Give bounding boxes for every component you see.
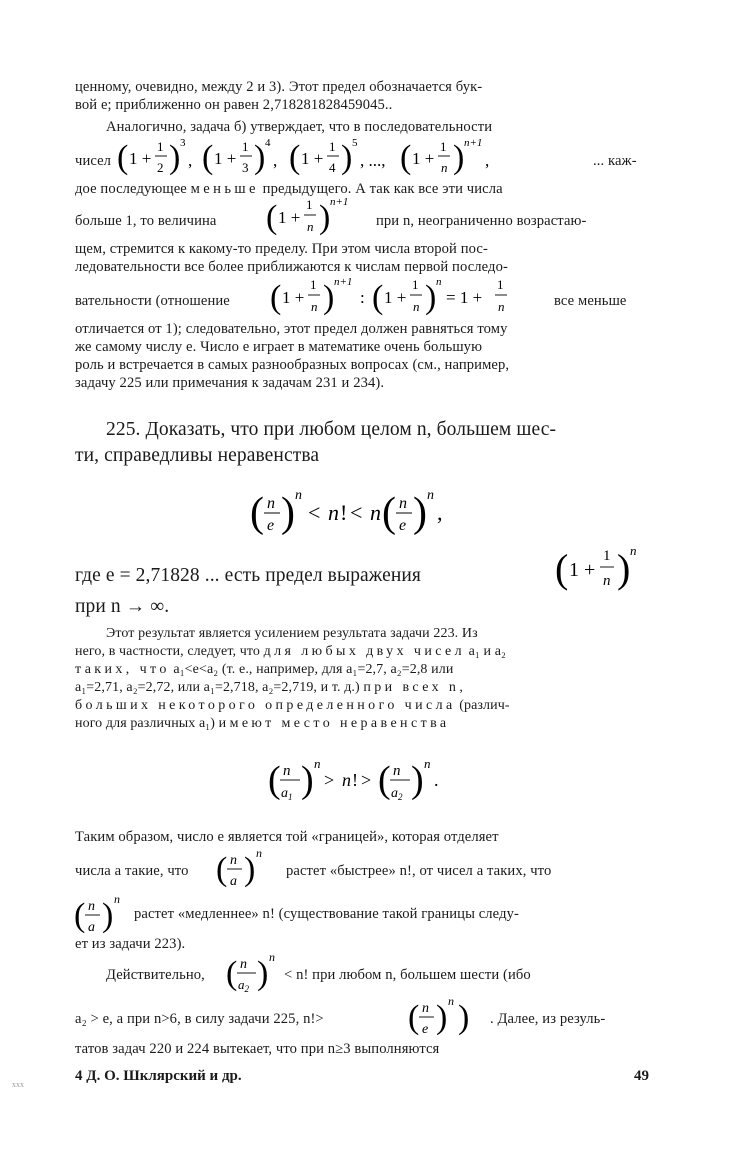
svg-text:n: n: [393, 763, 401, 779]
svg-text:1 +: 1 +: [278, 208, 301, 227]
svg-text:(: (: [408, 999, 420, 1036]
svg-text:!: !: [352, 770, 358, 790]
svg-text:a2: $a_2$: [391, 786, 403, 802]
svg-text:1 +: 1 +: [412, 149, 435, 168]
text-line: дое последующее меньше предыдущего. А так как все эти числа: [75, 181, 503, 197]
limit-expression: [555, 540, 665, 596]
text-line: числа a такие, что: [75, 863, 189, 879]
svg-text:1 +: 1 +: [282, 288, 305, 307]
svg-text:(: (: [266, 199, 278, 236]
svg-text:(: (: [555, 546, 569, 591]
svg-text:): ): [425, 279, 437, 316]
svg-text:1: 1: [412, 277, 419, 292]
svg-text:1 +: 1 +: [214, 149, 237, 168]
svg-text:a2: $a_2$: [238, 977, 249, 994]
problem-title: 225. Доказать, что при любом целом n, большем шес-: [106, 419, 557, 440]
svg-text:n: n: [311, 299, 318, 314]
svg-text:3: 3: [180, 137, 186, 149]
svg-text:1: 1: [497, 277, 504, 292]
svg-text:e: e: [267, 517, 275, 534]
text-line: все меньше: [554, 293, 627, 309]
svg-text:!: !: [340, 500, 348, 525]
svg-text:2: 2: [157, 160, 164, 175]
svg-text:e: e: [399, 517, 407, 534]
text-line: Аналогично, задача б) утверждает, что в последовательности: [106, 119, 493, 135]
svg-text:(: (: [382, 490, 396, 536]
svg-text:n: n: [424, 756, 431, 771]
problem-title-cont: ти, справедливы неравенства: [75, 445, 320, 466]
text-line: ного для различных a₁) имеют место неравенства: [75, 716, 450, 731]
svg-text:1: 1: [310, 277, 317, 292]
svg-text:<: <: [308, 500, 321, 525]
text-line: . Далее, из резуль-: [490, 1011, 606, 1027]
svg-text:4: 4: [265, 137, 271, 149]
svg-text:n: n: [269, 950, 275, 964]
svg-text:): ): [254, 139, 266, 176]
svg-text:1 +: 1 +: [129, 149, 152, 168]
svg-text:n: n: [630, 543, 637, 558]
svg-text:(: (: [289, 139, 301, 176]
text-line: роль и встречается в самых разнообразных вопросах (см., например,: [75, 357, 510, 373]
svg-text:(: (: [74, 897, 86, 934]
svg-text:1: 1: [306, 197, 313, 212]
svg-text:n: n: [307, 219, 314, 234]
text-line: растет «быстрее» n!, от чисел a таких, что: [286, 863, 552, 879]
svg-text:): ): [301, 759, 314, 801]
ratio-n-over-a-2: [74, 890, 134, 940]
svg-text:): ): [413, 490, 427, 536]
svg-text:(: (: [378, 759, 391, 801]
svg-text:n: n: [498, 299, 505, 314]
svg-text:a: a: [230, 874, 237, 889]
svg-text:n: n: [328, 500, 339, 525]
ratio-formula: [270, 272, 560, 322]
text-line: татов задач 220 и 224 вытекает, что при n≥3 выполняются: [75, 1041, 440, 1057]
svg-text:(: (: [372, 279, 384, 316]
svg-text:n: n: [399, 495, 407, 512]
svg-text:n: n: [342, 770, 351, 790]
svg-text:): ): [453, 139, 465, 176]
svg-text:a: a: [88, 920, 95, 935]
svg-text:1 +: 1 +: [569, 559, 596, 581]
svg-text:n: n: [230, 853, 237, 868]
svg-text:n: n: [413, 299, 420, 314]
svg-text:): ): [436, 999, 448, 1036]
svg-text:(: (: [268, 759, 281, 801]
svg-text:): ): [617, 546, 631, 591]
svg-text:): ): [341, 139, 353, 176]
svg-text:1: 1: [242, 139, 249, 154]
svg-text:n: n: [256, 846, 262, 860]
svg-text:1: 1: [329, 139, 336, 154]
text-line: таких, что a₁<e<a₂ (т. е., например, для a₁=2,7, a₂=2,8 или: [75, 662, 454, 677]
svg-text:n+1: n+1: [334, 276, 353, 288]
text-line: a₁=2,71, a₂=2,72, или a₁=2,718, a₂=2,719, и т. д.) при всех n,: [75, 680, 467, 695]
svg-text:(: (: [226, 955, 238, 992]
svg-text:e: e: [422, 1022, 429, 1037]
text-line: отличается от 1); следовательно, этот предел должен равняться тому: [75, 321, 508, 337]
svg-text:,: ,: [273, 151, 278, 170]
svg-text::: :: [360, 288, 365, 307]
svg-text:n: n: [427, 488, 434, 503]
svg-text:(: (: [250, 490, 264, 536]
svg-text:(: (: [270, 279, 282, 316]
text-line: задачу 225 или примечания к задачам 231 и 234).: [75, 375, 385, 391]
svg-text:,: ,: [485, 151, 490, 170]
svg-text:1 +: 1 +: [384, 288, 407, 307]
limit-formula: [266, 192, 376, 242]
svg-text:): ): [102, 897, 114, 934]
svg-text:n: n: [441, 160, 448, 175]
svg-text:): ): [319, 199, 331, 236]
svg-text:n: n: [88, 899, 95, 914]
svg-text:n: n: [283, 763, 291, 779]
text-line: Этот результат является усилением результата задачи 223. Из: [106, 626, 478, 641]
svg-text:a1: $a_1$: [281, 786, 293, 802]
seq-prefix: чисел: [75, 153, 112, 169]
text-line: него, в частности, следует, что для любых двух чисел a₁ и a₂: [75, 644, 506, 659]
svg-text:1: 1: [157, 139, 164, 154]
svg-text:(: (: [400, 139, 412, 176]
svg-text:n+1: n+1: [464, 137, 483, 149]
svg-text:,: ,: [188, 151, 193, 170]
ratio-n-over-a: [216, 844, 286, 894]
svg-text:1 +: 1 +: [301, 149, 324, 168]
svg-text:n: n: [267, 495, 275, 512]
text-line: Действительно,: [106, 967, 205, 983]
svg-text:): ): [458, 999, 470, 1036]
svg-text:n: n: [448, 994, 454, 1008]
ratio-n-over-e: [408, 992, 492, 1042]
text-line: больше 1, то величина: [75, 213, 217, 229]
svg-text:, ...,: , ...,: [360, 151, 386, 170]
svg-text:4: 4: [329, 160, 336, 175]
text-line: ценному, очевидно, между 2 и 3). Этот предел обозначается бук-: [75, 79, 483, 95]
svg-text:>: >: [324, 770, 335, 790]
svg-text:1: 1: [603, 548, 611, 564]
svg-text:<: <: [350, 500, 363, 525]
text-line: растет «медленнее» n! (существование такой границы следу-: [134, 906, 519, 922]
page-number: 49: [634, 1068, 649, 1084]
svg-text:): ): [169, 139, 181, 176]
svg-text:n: n: [240, 957, 247, 972]
svg-text:(: (: [117, 139, 129, 176]
text-line: больших некоторого определенного числа (различ-: [75, 698, 510, 713]
svg-text:n: n: [295, 488, 302, 503]
svg-text:n+1: n+1: [330, 196, 349, 208]
svg-text:1: 1: [440, 139, 447, 154]
text-line: же самому числу e. Число e играет в математике очень большую: [75, 339, 483, 355]
svg-text:n: n: [436, 276, 442, 288]
text-line: при n, неограниченно возрастаю-: [376, 213, 587, 229]
svg-text:n: n: [114, 892, 120, 906]
svg-text:): ): [257, 955, 269, 992]
text-line: ет из задачи 223).: [75, 936, 186, 952]
text-line: щем, стремится к какому-то пределу. При этом числа второй пос-: [75, 241, 488, 257]
text-line: ледовательности все более приближаются к числам первой последо-: [75, 259, 508, 275]
text-line: вательности (отношение: [75, 293, 230, 309]
svg-text:): ): [244, 851, 256, 888]
svg-text:): ): [411, 759, 424, 801]
text-line: при n → ∞.: [75, 596, 170, 617]
svg-text:n: n: [370, 500, 381, 525]
svg-text:n: n: [603, 573, 611, 589]
svg-text:= 1 +: = 1 +: [446, 288, 483, 307]
svg-text:(: (: [216, 851, 228, 888]
sequence-formula: [117, 134, 587, 184]
svg-text:,: ,: [437, 500, 443, 525]
svg-text:n: n: [314, 756, 321, 771]
text-line: ... каж-: [593, 153, 637, 169]
text-line: a₂ > e, а при n>6, в силу задачи 225, n!>: [75, 1011, 324, 1027]
text-line: вой e; приближенно он равен 2,718281828459045..: [75, 97, 393, 113]
svg-text:3: 3: [242, 160, 249, 175]
footer-signature: 4 Д. О. Шклярский и др.: [75, 1068, 242, 1084]
library-stamp: xxx: [12, 1080, 24, 1089]
svg-text:): ): [281, 490, 295, 536]
inequality-a1-a2: [268, 752, 458, 810]
svg-text:): ): [323, 279, 335, 316]
svg-text:5: 5: [352, 137, 358, 149]
svg-text:(: (: [202, 139, 214, 176]
text-line: Таким образом, число e является той «границей», которая отделяет: [75, 829, 499, 845]
main-inequality: [250, 484, 480, 544]
ratio-n-over-a2: [226, 948, 288, 998]
text-line: < n! при любом n, большем шести (ибо: [284, 967, 531, 983]
svg-text:n: n: [422, 1001, 429, 1016]
svg-text:.: .: [434, 770, 439, 790]
svg-text:>: >: [361, 770, 372, 790]
text-line: где e = 2,71828 ... есть предел выражения: [75, 565, 422, 586]
